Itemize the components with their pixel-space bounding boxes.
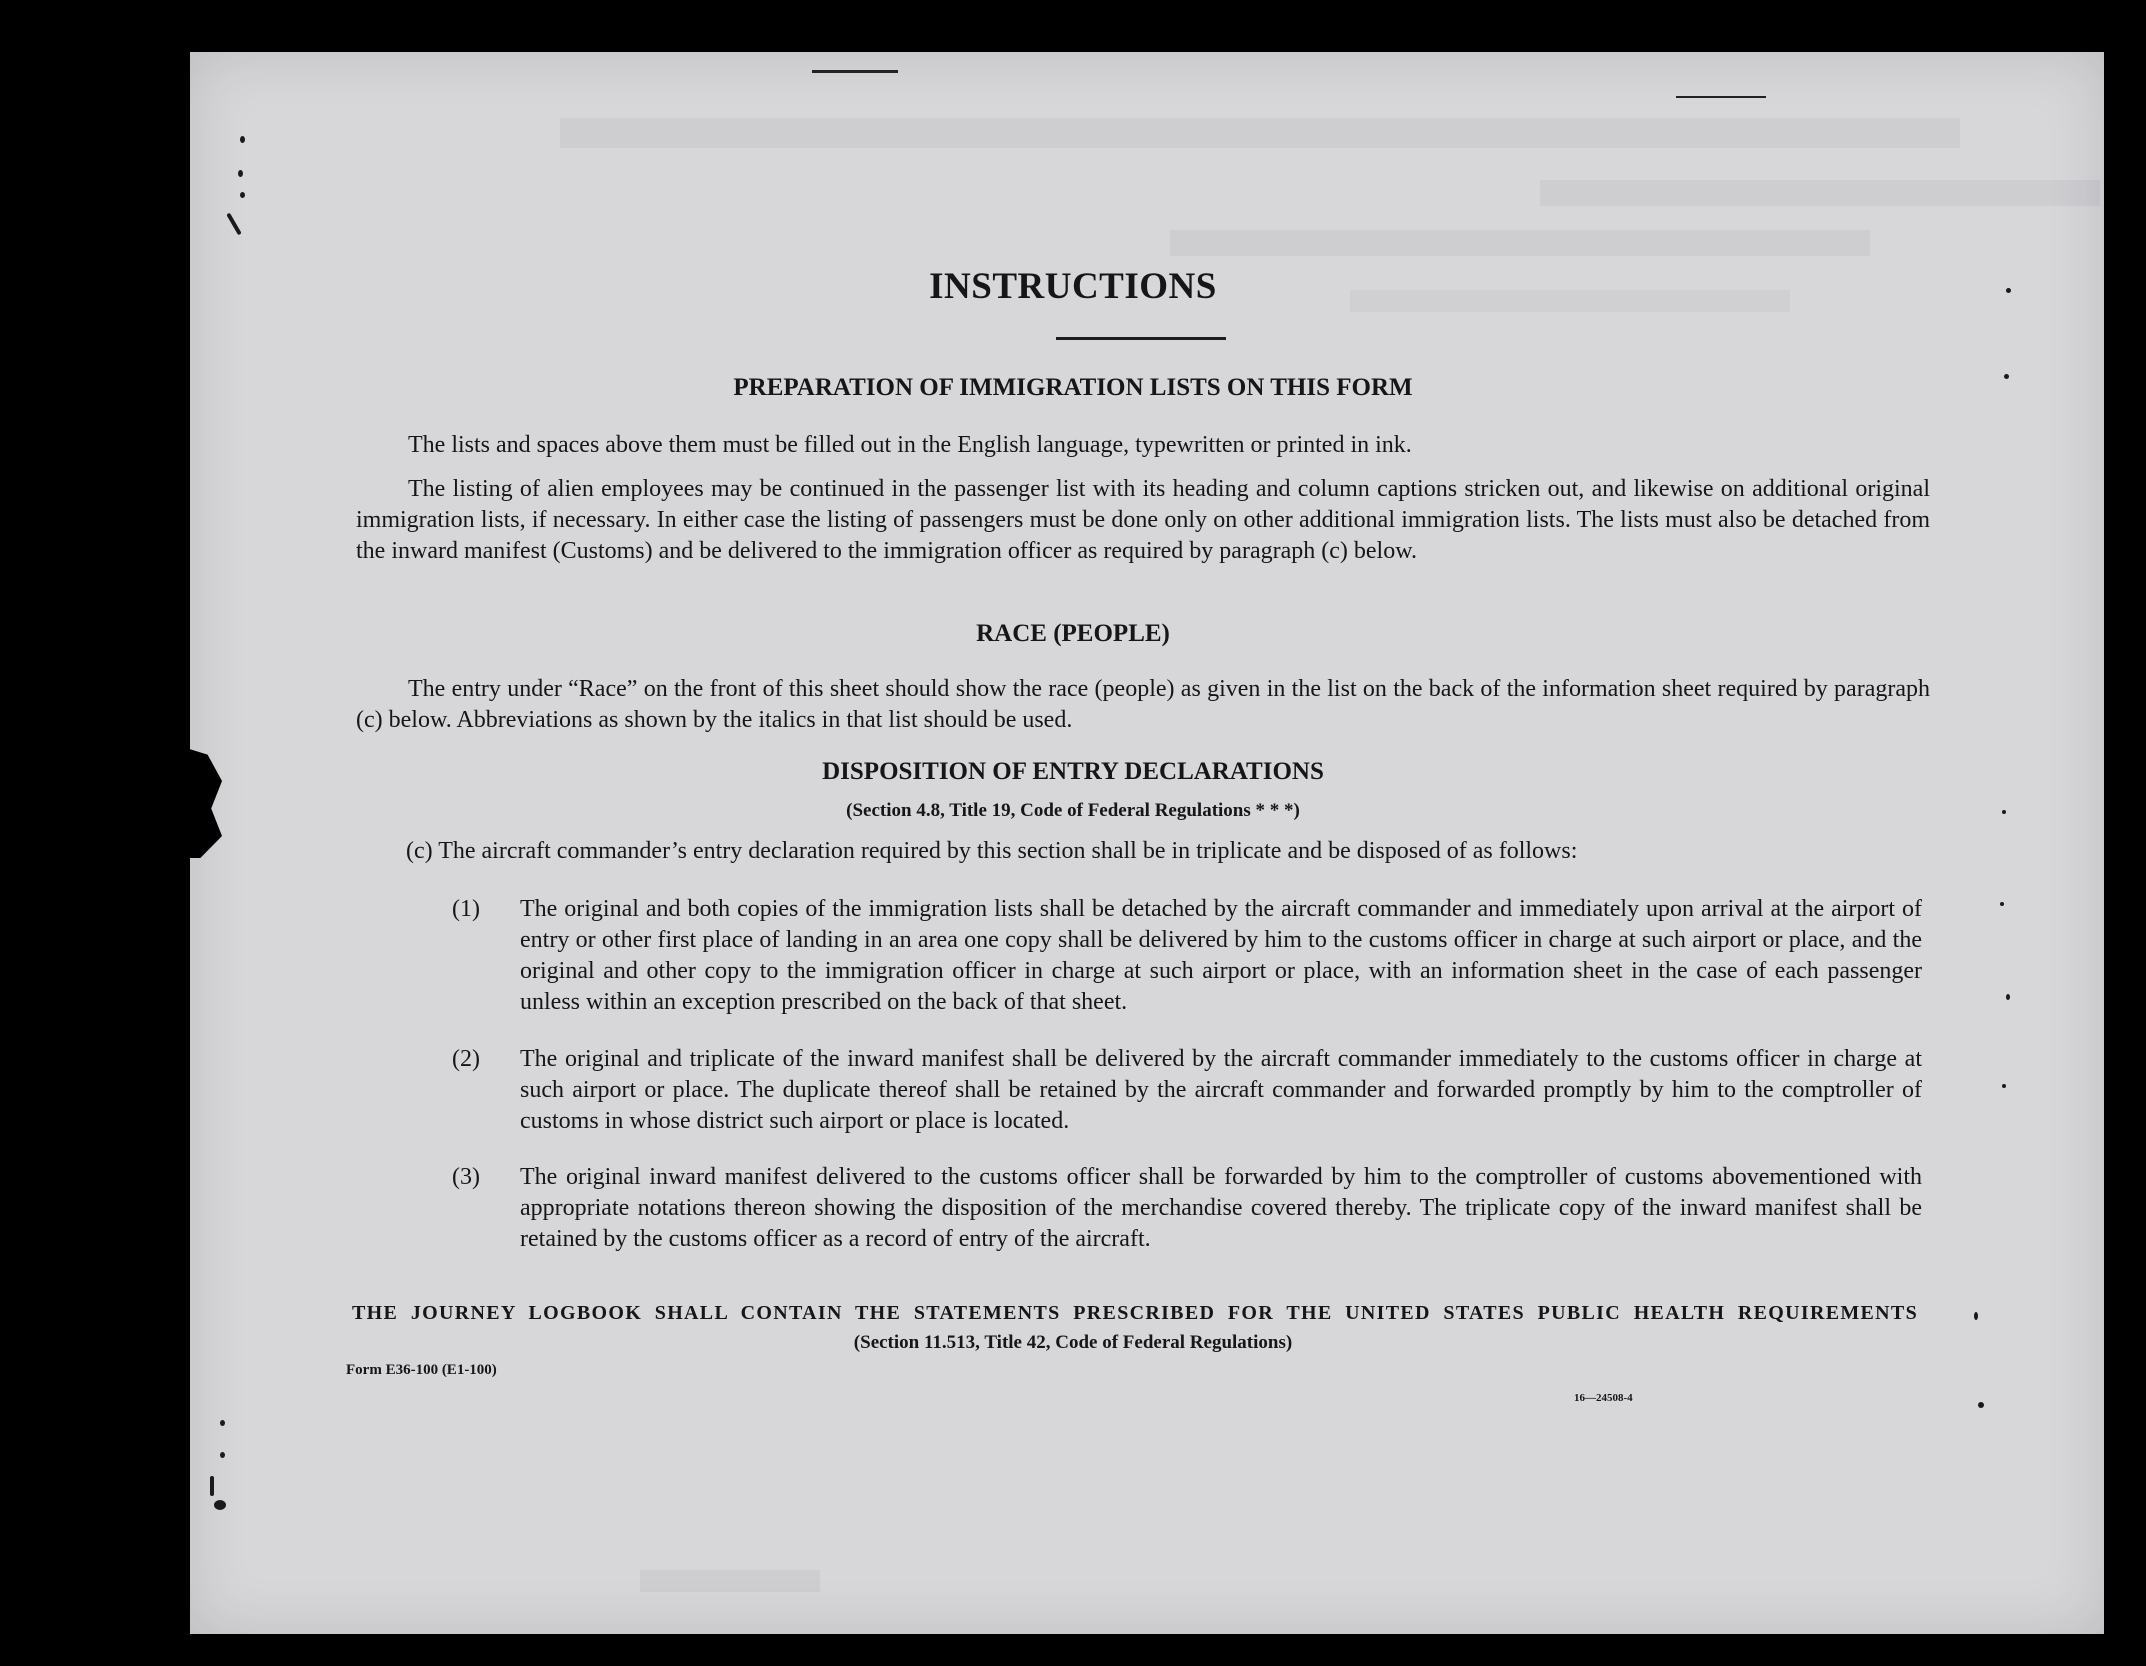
scan-speck [1974,1312,1978,1320]
scan-speck [220,1420,225,1426]
disposition-item-3 [452,1162,1922,1255]
race-heading: RACE (PEOPLE) [976,620,1170,647]
item-number: (1) [452,896,480,922]
item-text: The original inward manifest delivered to the customs officer shall be forwarded by him to the comptroller of customs abovementioned with appropriate notations thereon showing the disposition of the merchandise covered thereby. The triplicate copy of the inward manifest shall be retained by the customs officer as a record of entry of the aircraft. [520,1164,1922,1252]
bleed-through-mark [1170,230,1870,256]
scan-speck [2002,1084,2006,1088]
bleed-through-mark [640,1570,820,1592]
bleed-through-mark [560,118,1960,148]
item-text: The original and both copies of the immigration lists shall be detached by the aircraft commander and immediately upon arrival at the airport of entry or other first place of landing in an area one copy shall be delivered by him to the customs officer in charge at such airport or place, and the original and other copy to the immigration officer in charge at such airport or place, with an information sheet in the case of each passenger unless within an exception prescribed on the back of that sheet. [520,896,1922,1015]
scan-speck [220,1452,225,1458]
item-number: (3) [452,1164,480,1190]
disposition-clause-c: (c) The aircraft commander’s entry declaration required by this section shall be in triplicate and be disposed of as follows: [406,838,1578,864]
health-requirements-reference: (Section 11.513, Title 42, Code of Federal Regulations) [853,1332,1293,1353]
print-code: 16—24508-4 [1574,1392,1633,1404]
scan-speck [240,192,245,198]
preparation-paragraph-2: The listing of alien employees may be continued in the passenger list with its heading and column captions stricken out, and likewise on additional original immigration lists, if necessary. In either case the listing of passengers must be done only on other additional immigration lists. The lists must also be detached from the inward manifest (Customs) and be delivered to the immigration officer as required by paragraph (c) below. [356,476,1930,564]
bleed-through-mark [1540,180,2100,206]
form-number: Form E36-100 (E1-100) [346,1362,497,1378]
preparation-paragraph-1: The lists and spaces above them must be filled out in the English language, typewritten or printed in ink. [408,432,1412,458]
disposition-heading: DISPOSITION OF ENTRY DECLARATIONS [822,758,1324,785]
scan-speck [210,1476,214,1496]
preparation-heading: PREPARATION OF IMMIGRATION LISTS ON THIS FORM [733,374,1413,401]
scan-speck [2006,994,2010,1000]
item-text: The original and triplicate of the inward manifest shall be delivered by the aircraft commander immediately to the customs officer in charge at such airport or place. The duplicate thereof shall be retained by the aircraft commander and forwarded promptly by him to the comptroller of customs in whose district such airport or place is located. [520,1046,1922,1134]
race-paragraph: The entry under “Race” on the front of this sheet should show the race (people) as given in the list on the back of the information sheet required by paragraph (c) below. Abbreviations as shown by the italics in that list should be used. [356,676,1930,733]
disposition-reference: (Section 4.8, Title 19, Code of Federal Regulations * * *) [846,800,1300,821]
scan-speck [214,1500,226,1510]
scan-speck [238,170,243,177]
scan-mark [812,70,898,73]
disposition-item-1 [452,894,1922,1018]
scan-speck [240,136,245,143]
page-title: INSTRUCTIONS [929,266,1217,307]
disposition-item-2 [452,1044,1922,1137]
scan-mark [1676,96,1766,98]
health-requirements-statement: THE JOURNEY LOGBOOK SHALL CONTAIN THE STATEMENTS PRESCRIBED FOR THE UNITED STATES PUBLIC HEALTH REQUIREMENTS [352,1302,1918,1324]
title-underline [1056,337,1226,340]
scan-speck [2000,902,2004,906]
item-number: (2) [452,1046,480,1072]
scan-speck [1978,1402,1984,1408]
